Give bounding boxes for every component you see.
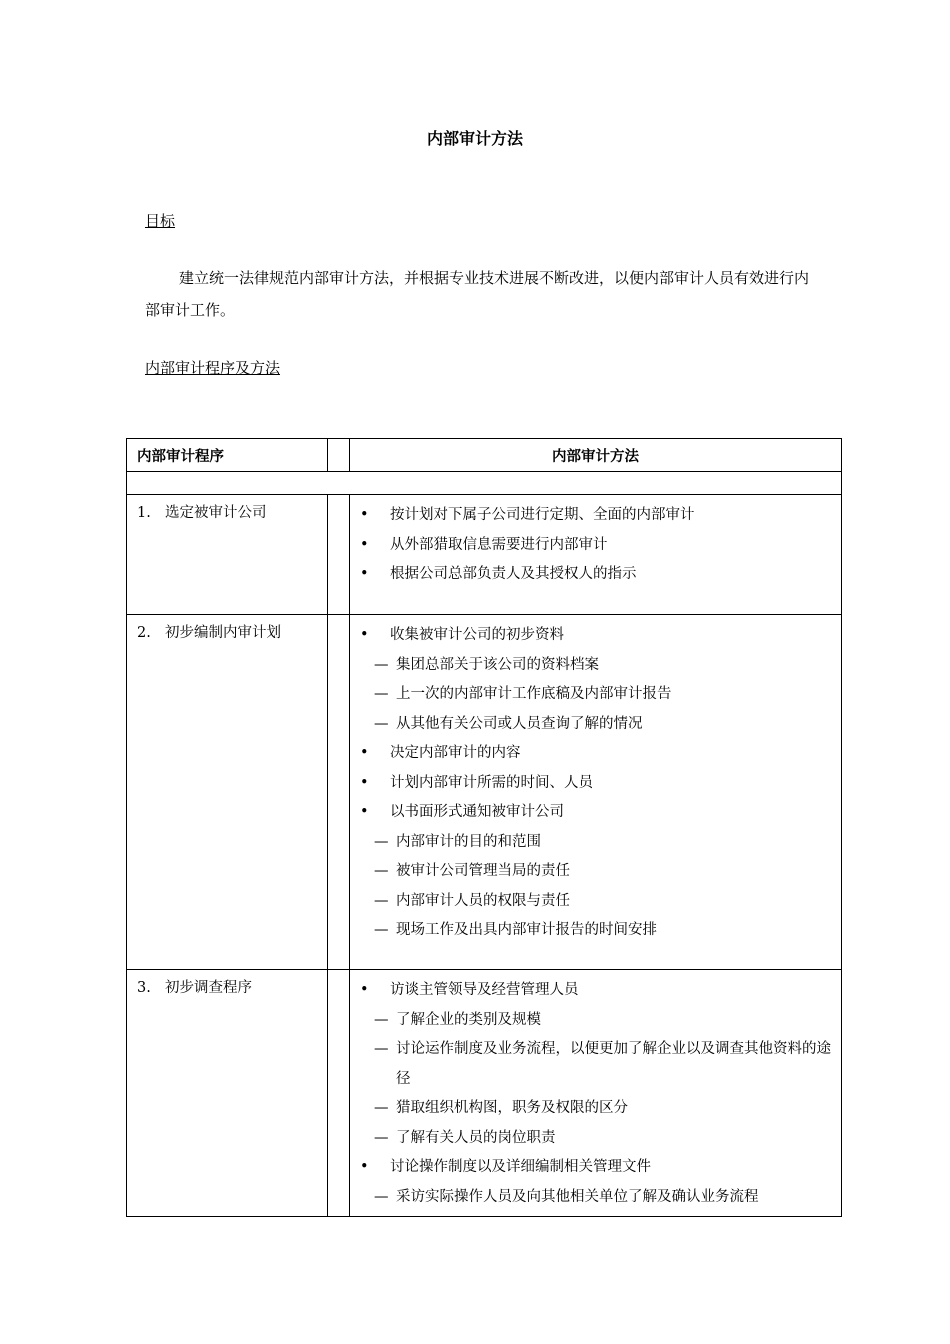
dash-icon: —: [374, 1129, 389, 1146]
dash-icon: —: [374, 715, 389, 732]
sub-item: — 集团总部关于该公司的资料档案: [358, 651, 835, 681]
dash-icon: —: [374, 656, 389, 673]
procedure-name: 选定被审计公司: [165, 505, 267, 521]
list-item: • 从外部猎取信息需要进行内部审计: [358, 531, 835, 561]
list-item: • 以书面形式通知被审计公司: [358, 798, 835, 828]
table-header-row: [127, 439, 842, 472]
procedure-cell: [127, 970, 328, 1217]
sub-item: — 内部审计的目的和范围: [358, 828, 835, 858]
step-number: 3.: [137, 980, 151, 996]
goal-paragraph-text: 建立统一法律规范内部审计方法，并根据专业技术进展不断改进，以便内部审计人员有效进行内部审计工作。: [145, 269, 810, 319]
table-row: [127, 970, 842, 1217]
sub-item: — 上一次的内部审计工作底稿及内部审计报告: [358, 680, 835, 710]
sub-item: — 讨论运作制度及业务流程，以便更加了解企业以及调查其他资料的途径: [358, 1035, 835, 1094]
dash-icon: —: [374, 1011, 389, 1028]
dash-icon: —: [374, 1188, 389, 1205]
dash-icon: —: [374, 686, 389, 702]
bullet-icon: •: [360, 982, 369, 998]
section-heading-goal: 目标: [145, 212, 176, 230]
procedure-cell: [127, 615, 328, 970]
list-item: • 访谈主管领导及经营管理人员: [358, 976, 835, 1006]
sub-item: — 猎取组织机构图，职务及权限的区分: [358, 1094, 835, 1124]
table-row: [127, 615, 842, 970]
method-cell: [350, 495, 842, 615]
bullet-icon: •: [360, 566, 369, 582]
bullet-icon: •: [360, 774, 369, 791]
table-row: [127, 495, 842, 615]
section-heading-procedures: 内部审计程序及方法: [145, 359, 281, 377]
list-item: • 决定内部审计的内容: [358, 739, 835, 769]
table-spacer-row: [127, 472, 842, 495]
procedure-name: 初步调查程序: [165, 980, 252, 996]
bullet-icon: •: [360, 804, 369, 820]
sub-item: — 了解有关人员的岗位职责: [358, 1124, 835, 1154]
sub-item: — 内部审计人员的权限与责任: [358, 887, 835, 917]
sub-item: — 了解企业的类别及规模: [358, 1006, 835, 1036]
bullet-icon: •: [360, 627, 369, 643]
bullet-icon: •: [360, 536, 369, 553]
dash-icon: —: [374, 1100, 389, 1116]
sub-item: — 采访实际操作人员及向其他相关单位了解及确认业务流程: [358, 1183, 835, 1213]
list-item: • 收集被审计公司的初步资料: [358, 621, 835, 651]
dash-icon: —: [374, 1041, 389, 1057]
sub-item: — 被审计公司管理当局的责任: [358, 857, 835, 887]
sub-item: — 现场工作及出具内部审计报告的时间安排: [358, 916, 835, 946]
list-item: • 根据公司总部负责人及其授权人的指示: [358, 560, 835, 590]
bullet-icon: •: [360, 745, 369, 761]
bullet-icon: •: [360, 507, 369, 523]
procedure-cell: [127, 495, 328, 615]
dash-icon: —: [374, 833, 389, 850]
procedure-name: 初步编制内审计划: [165, 625, 281, 641]
sub-item: — 从其他有关公司或人员查询了解的情况: [358, 710, 835, 740]
method-cell: [350, 970, 842, 1217]
list-item: • 讨论操作制度以及详细编制相关管理文件: [358, 1153, 835, 1183]
goal-paragraph: [145, 262, 815, 326]
header-procedure: 内部审计程序: [127, 439, 328, 472]
dash-icon: —: [374, 922, 389, 938]
list-item: • 按计划对下属子公司进行定期、全面的内部审计: [358, 501, 835, 531]
dash-icon: —: [374, 863, 389, 879]
document-title: 内部审计方法: [426, 129, 523, 148]
header-method: 内部审计方法: [350, 439, 842, 472]
step-number: 1.: [137, 505, 151, 521]
audit-procedure-table: [126, 438, 842, 1217]
step-number: 2.: [137, 625, 151, 641]
list-item: • 计划内部审计所需的时间、人员: [358, 769, 835, 799]
dash-icon: —: [374, 892, 389, 909]
bullet-icon: •: [360, 1159, 369, 1175]
header-gap: [328, 439, 350, 472]
method-cell: [350, 615, 842, 970]
